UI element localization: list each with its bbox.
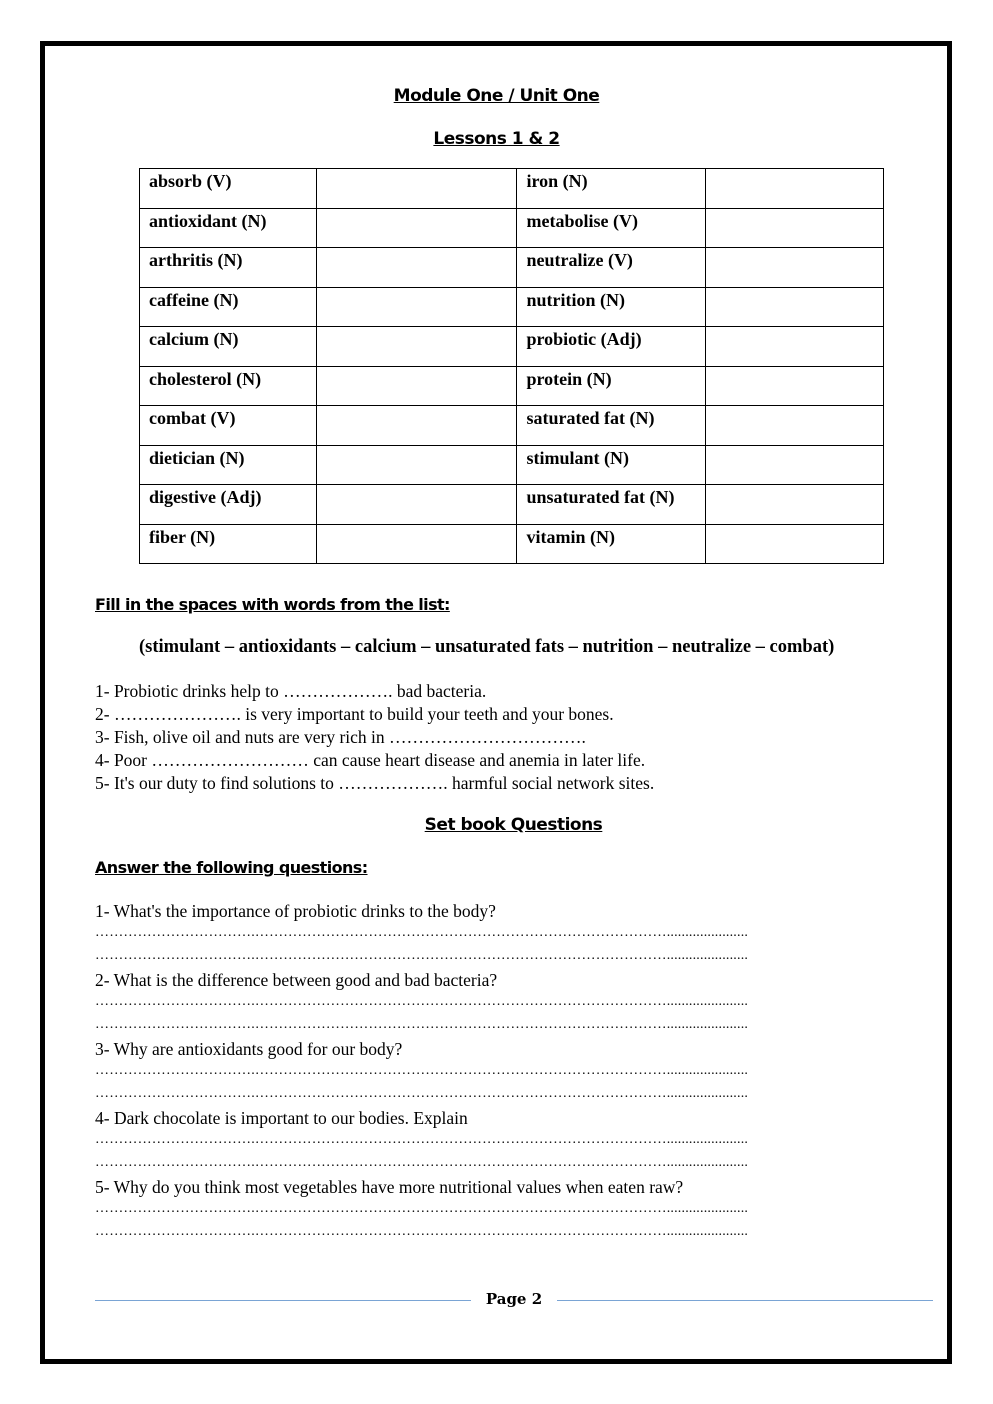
- fill-in-heading: Fill in the spaces with words from the list:: [95, 595, 450, 614]
- table-row: [140, 445, 884, 485]
- vocab-answer-cell[interactable]: [706, 287, 884, 327]
- table-row: [140, 208, 884, 248]
- vocab-word: digestive (Adj): [140, 485, 317, 525]
- question: 1- What's the importance of probiotic drinks to the body?: [95, 901, 496, 921]
- vocab-answer-cell[interactable]: [706, 406, 884, 446]
- word-list: (stimulant – antioxidants – calcium – unsaturated fats – nutrition – neutralize – combat): [139, 637, 835, 657]
- vocab-answer-cell[interactable]: [316, 406, 517, 446]
- vocab-word: vitamin (N): [517, 524, 706, 564]
- vocab-word: unsaturated fat (N): [517, 485, 706, 525]
- fill-sentence: 4- Poor ……………………… can cause heart disease and anemia in later life.: [95, 750, 646, 770]
- answer-line[interactable]: …………………………….……………………………………………………………………………......................: [95, 925, 749, 940]
- vocab-word: nutrition (N): [517, 287, 706, 327]
- vocab-answer-cell[interactable]: [706, 524, 884, 564]
- vocab-word: fiber (N): [140, 524, 317, 564]
- vocab-word: caffeine (N): [140, 287, 317, 327]
- table-row: [140, 485, 884, 525]
- answer-line[interactable]: …………………………….……………………………………………………………………………......................: [95, 1063, 749, 1078]
- vocab-answer-cell[interactable]: [316, 208, 517, 248]
- lessons-title: Lessons 1 & 2: [433, 129, 560, 149]
- vocabulary-table: [139, 168, 884, 564]
- answer-line[interactable]: …………………………….……………………………………………………………………………......................: [95, 948, 749, 963]
- vocab-word: cholesterol (N): [140, 366, 317, 406]
- answer-line[interactable]: …………………………….……………………………………………………………………………......................: [95, 1017, 749, 1032]
- fill-sentence: 1- Probiotic drinks help to ………………. bad bacteria.: [95, 681, 487, 701]
- vocab-word: protein (N): [517, 366, 706, 406]
- question: 5- Why do you think most vegetables have more nutritional values when eaten raw?: [95, 1177, 684, 1197]
- page-number: Page 2: [485, 1290, 543, 1308]
- vocab-answer-cell[interactable]: [316, 287, 517, 327]
- vocab-answer-cell[interactable]: [316, 327, 517, 367]
- vocab-word: neutralize (V): [517, 248, 706, 288]
- answer-line[interactable]: …………………………….……………………………………………………………………………......................: [95, 1086, 749, 1101]
- table-row: [140, 248, 884, 288]
- set-book-title: Set book Questions: [424, 815, 603, 835]
- answer-questions-heading: Answer the following questions:: [95, 858, 368, 877]
- answer-line[interactable]: …………………………….……………………………………………………………………………......................: [95, 1132, 749, 1147]
- vocab-word: combat (V): [140, 406, 317, 446]
- question: 4- Dark chocolate is important to our bodies. Explain: [95, 1108, 468, 1128]
- vocab-answer-cell[interactable]: [706, 208, 884, 248]
- table-row: [140, 287, 884, 327]
- answer-line[interactable]: …………………………….……………………………………………………………………………......................: [95, 1201, 749, 1216]
- vocab-word: metabolise (V): [517, 208, 706, 248]
- footer-rule-right: [557, 1300, 933, 1301]
- table-row: [140, 524, 884, 564]
- vocab-word: saturated fat (N): [517, 406, 706, 446]
- vocab-answer-cell[interactable]: [316, 366, 517, 406]
- footer-rule-left: [95, 1300, 471, 1301]
- vocab-answer-cell[interactable]: [706, 327, 884, 367]
- vocab-answer-cell[interactable]: [316, 445, 517, 485]
- answer-line[interactable]: …………………………….……………………………………………………………………………......................: [95, 1224, 749, 1239]
- fill-sentence: 3- Fish, olive oil and nuts are very rich in …………………………….: [95, 727, 586, 747]
- answer-line[interactable]: …………………………….……………………………………………………………………………......................: [95, 994, 749, 1009]
- vocab-answer-cell[interactable]: [316, 485, 517, 525]
- vocab-word: dietician (N): [140, 445, 317, 485]
- vocab-word: calcium (N): [140, 327, 317, 367]
- table-row: [140, 406, 884, 446]
- page-footer: [95, 1290, 933, 1312]
- vocab-word: iron (N): [517, 169, 706, 209]
- table-row: [140, 366, 884, 406]
- vocab-answer-cell[interactable]: [706, 248, 884, 288]
- vocab-answer-cell[interactable]: [316, 169, 517, 209]
- question: 2- What is the difference between good and bad bacteria?: [95, 970, 498, 990]
- vocab-answer-cell[interactable]: [706, 169, 884, 209]
- fill-in-sentences: [95, 680, 654, 795]
- answer-line[interactable]: …………………………….……………………………………………………………………………......................: [95, 1155, 749, 1170]
- vocab-word: absorb (V): [140, 169, 317, 209]
- table-row: [140, 169, 884, 209]
- vocab-word: stimulant (N): [517, 445, 706, 485]
- vocab-word: antioxidant (N): [140, 208, 317, 248]
- vocab-answer-cell[interactable]: [706, 485, 884, 525]
- vocab-word: probiotic (Adj): [517, 327, 706, 367]
- vocab-word: arthritis (N): [140, 248, 317, 288]
- vocab-answer-cell[interactable]: [706, 366, 884, 406]
- question: 3- Why are antioxidants good for our body?: [95, 1039, 403, 1059]
- module-title: Module One / Unit One: [393, 86, 600, 106]
- fill-sentence: 5- It's our duty to find solutions to ………………. harmful social network sites.: [95, 773, 655, 793]
- question-list: [95, 900, 925, 1245]
- fill-sentence: 2- …………………. is very important to build your teeth and your bones.: [95, 704, 614, 724]
- vocab-answer-cell[interactable]: [706, 445, 884, 485]
- table-row: [140, 327, 884, 367]
- vocab-answer-cell[interactable]: [316, 524, 517, 564]
- vocab-answer-cell[interactable]: [316, 248, 517, 288]
